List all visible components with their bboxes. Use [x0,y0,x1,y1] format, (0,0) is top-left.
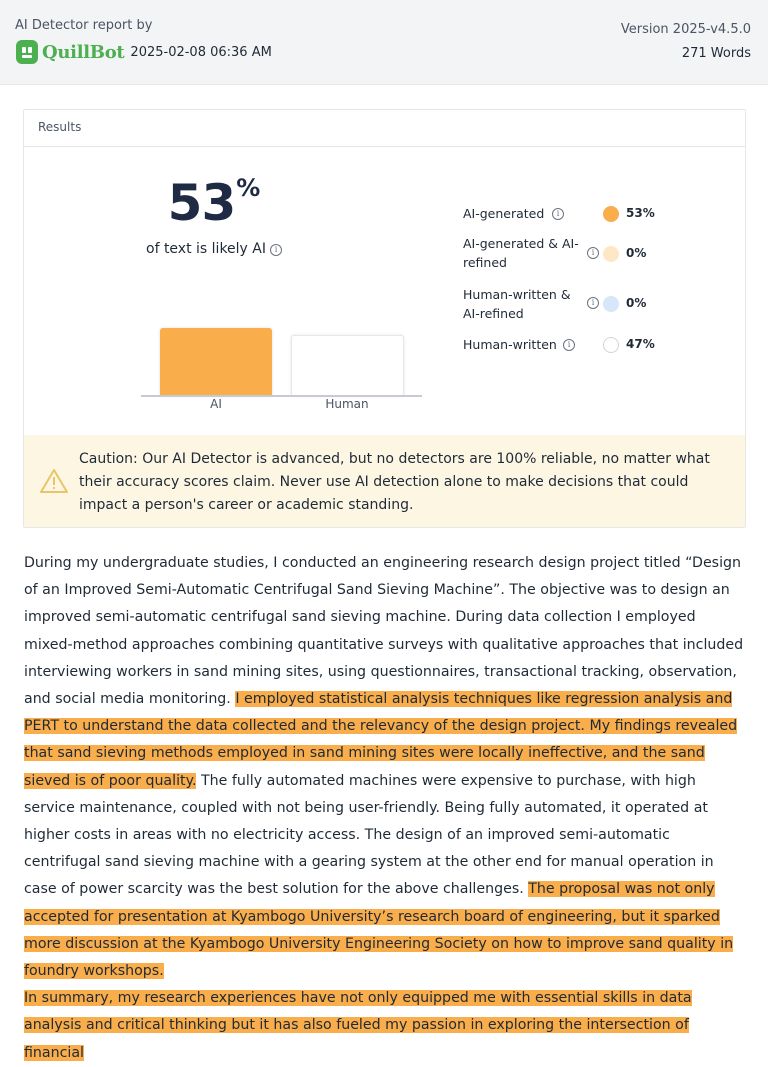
report-date: 2025-02-08 06:36 AM [130,44,272,60]
info-icon[interactable]: i [270,244,282,256]
info-icon[interactable]: i [587,247,599,259]
legend-label: Human-written [463,337,557,352]
word-count: 271 Words [681,46,751,61]
legend-dot [603,246,619,262]
ai-highlighted-segment: I employed statistical analysis techniques like regression analysis and PERT to understand the data collected and the relevancy of the design project. My findings revealed that sand sieving methods employed in sand mining sites were locally ineffective, and the sand sieved is of poor quality. [24,691,738,789]
bar-label-ai: AI [210,397,222,411]
legend-dot [603,206,619,222]
ai-percent-symbol: % [236,174,261,202]
analyzed-text [24,550,746,1067]
divider [24,146,745,147]
quillbot-logo-icon [16,40,38,64]
bar-ai [160,328,272,396]
legend-dot [603,337,619,353]
legend-label: AI-generated [463,206,545,221]
legend-dot [603,296,619,312]
ai-percent [24,174,404,232]
results-card [23,109,746,528]
ai-percent-value: 53 [167,174,236,232]
report-header [0,0,768,85]
bar-human [291,335,404,396]
legend-value: 0% [626,246,647,260]
legend-label: Human-written & AI-refined [463,287,571,321]
report-by-label: AI Detector report by [15,18,153,33]
ai-highlighted-segment: The proposal was not only accepted for presentation at Kyambogo University’s research board of engineering, but it sparked more discussion at the Kyambogo University Engineering Society on how to improve sand quality in foundry workshops. [24,881,734,980]
legend-value: 53% [626,206,655,220]
info-icon[interactable]: i [587,297,599,309]
warning-icon [39,468,69,494]
bar-label-human: Human [325,397,369,411]
legend-label: AI-generated & AI-refined [463,236,579,270]
likely-ai-label [24,241,404,257]
results-title: Results [38,120,82,134]
text-segment: During my undergraduate studies, I conducted an engineering research design project titled “Design of an Improved Semi-Automatic Centrifugal Sand Sieving Machine”. The objective was to design an improved semi-automatic centrifugal sand sieving machine. During data collection I employed mixed-method approaches combining quantitative surveys with qualitative approaches that included interviewing workers in sand mining sites, using questionnaires, transactional tracking, observation, and social media monitoring. [24,555,744,708]
info-icon[interactable]: i [552,208,564,220]
text-segment: The fully automated machines were expensive to purchase, with high service maintenance, coupled with not being user-friendly. Being fully automated, it operated at higher costs in areas with no electricity access. The design of an improved semi-automatic centrifugal sand sieving machine with a gearing system at the other end for manual operation in case of power scarcity was the best solution for the above challenges. [24,772,714,898]
likely-ai-text: of text is likely AI [146,241,266,257]
version-label: Version 2025-v4.5.0 [620,22,751,37]
caution-banner [24,435,745,527]
legend-value: 0% [626,296,647,310]
legend-value: 47% [626,337,655,351]
info-icon[interactable]: i [563,339,575,351]
ai-highlighted-segment: In summary, my research experiences have not only equipped me with essential skills in data analysis and critical thinking but it has also fueled my passion in exploring the intersection of financial [24,990,692,1061]
brand [16,40,272,64]
caution-text: Caution: Our AI Detector is advanced, but no detectors are 100% reliable, no matter what their accuracy scores claim. Never use AI detection alone to make decisions that could impact a person's career or academic standing. [79,451,710,513]
brand-name: QuillBot [42,41,125,63]
